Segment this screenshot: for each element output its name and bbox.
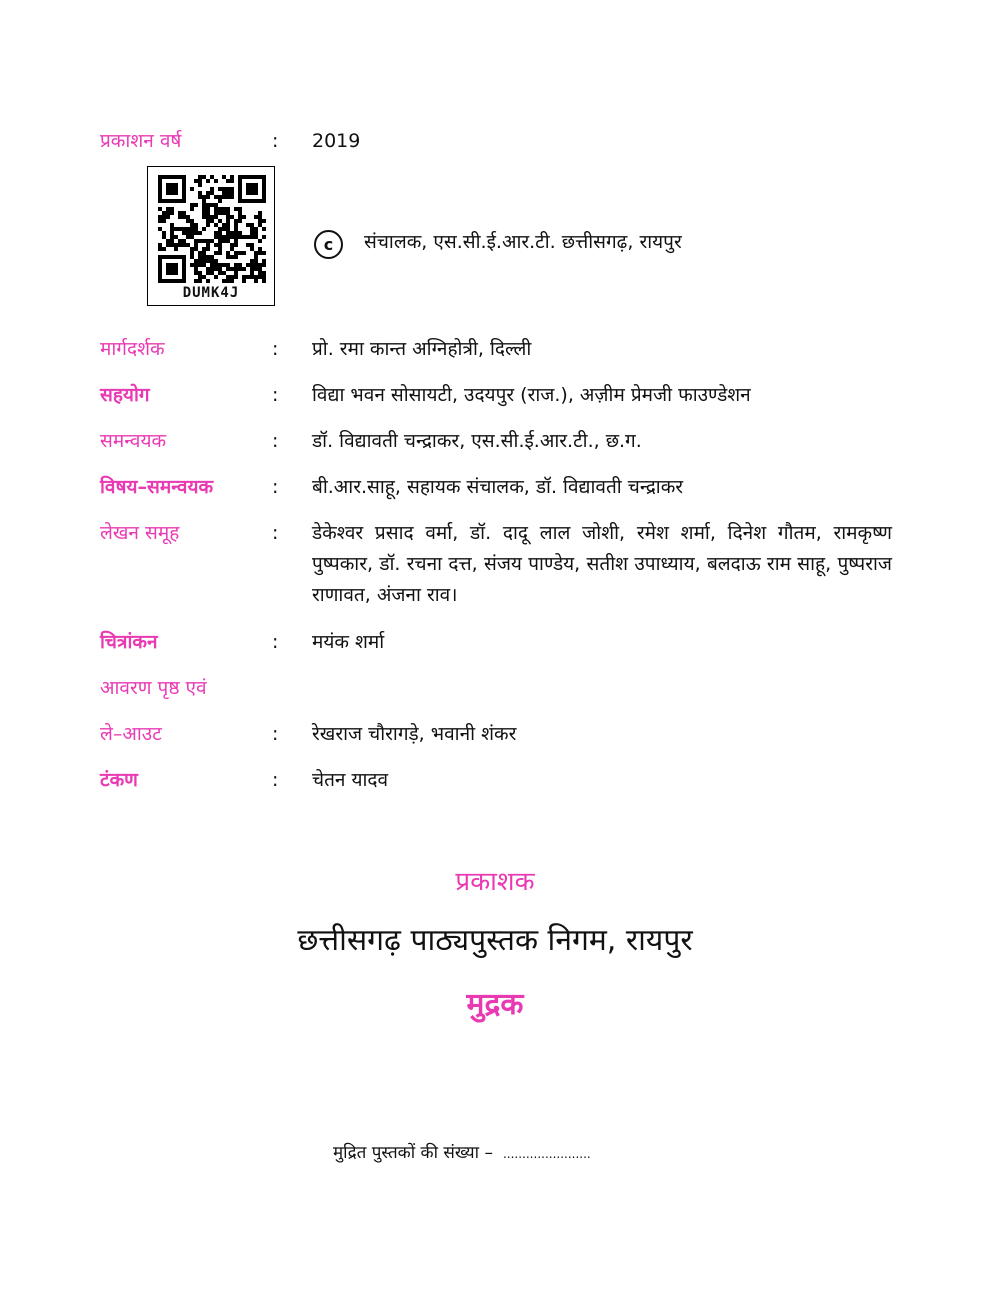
print-count-line — [333, 1140, 591, 1163]
credit-label-layout: ले–आउट — [100, 723, 162, 745]
credit-label-guide: मार्गदर्शक — [100, 338, 165, 360]
year-label: प्रकाशन वर्ष — [100, 130, 182, 152]
print-count-blank: ....................... — [502, 1147, 591, 1161]
publisher-name: छत्तीसगढ़ पाठ्यपुस्तक निगम, रायपुर — [297, 923, 693, 958]
credit-value-guide: प्रो. रमा कान्त अग्निहोत्री, दिल्ली — [312, 338, 532, 360]
credit-value-coordinator: डॉ. विद्यावती चन्द्राकर, एस.सी.ई.आर.टी., छ.ग. — [312, 430, 642, 452]
copyright-holder: संचालक, एस.सी.ई.आर.टी. छत्तीसगढ़, रायपुर — [364, 231, 682, 253]
credit-value-illustration: मयंक शर्मा — [312, 631, 385, 653]
year-value: 2019 — [312, 130, 361, 152]
credit-label-subject-coordinator: विषय–समन्वयक — [100, 476, 214, 498]
printer-label: मुद्रक — [466, 987, 524, 1022]
credit-colon: : — [272, 338, 279, 360]
qr-code-text: DUMK4J — [182, 285, 240, 301]
credit-label-coordinator: समन्वयक — [100, 430, 167, 452]
credit-colon: : — [272, 631, 279, 653]
qr-pattern — [158, 175, 266, 283]
credit-value-subject-coordinator: बी.आर.साहू, सहायक संचालक, डॉ. विद्यावती चन्द्राकर — [312, 476, 684, 498]
qr-code-image — [147, 166, 275, 306]
copyright-icon: c — [314, 230, 343, 259]
credit-value-layout: रेखराज चौरागड़े, भवानी शंकर — [312, 723, 517, 745]
credit-colon: : — [272, 522, 279, 544]
credit-label-cover: आवरण पृष्ठ एवं — [100, 677, 207, 699]
print-count-label: मुद्रित पुस्तकों की संख्या – — [333, 1143, 493, 1163]
credit-colon: : — [272, 476, 279, 498]
credit-label-writers: लेखन समूह — [100, 522, 180, 544]
credit-value-writers: डेकेश्वर प्रसाद वर्मा, डॉ. दादू लाल जोशी, रमेश शर्मा, दिनेश गौतम, रामकृष्ण पुष्पकार, डॉ. रचना दत्त, संजय पाण्डेय, सतीश उपाध्याय, बलदाऊ राम साहू, पुष्पराज राणावत, अंजना राव। — [312, 522, 892, 606]
credit-colon: : — [272, 723, 279, 745]
publisher-label: प्रकाशक — [455, 867, 535, 897]
credit-label-support: सहयोग — [100, 384, 150, 406]
credit-colon: : — [272, 430, 279, 452]
credit-label-illustration: चित्रांकन — [100, 631, 158, 653]
credit-colon: : — [272, 384, 279, 406]
year-colon: : — [272, 130, 279, 152]
credit-colon: : — [272, 769, 279, 791]
credit-label-typing: टंकण — [100, 769, 138, 791]
credit-value-typing: चेतन यादव — [312, 769, 389, 791]
credit-value-support: विद्या भवन सोसायटी, उदयपुर (राज.), अज़ीम प्रेमजी फाउण्डेशन — [312, 384, 751, 406]
